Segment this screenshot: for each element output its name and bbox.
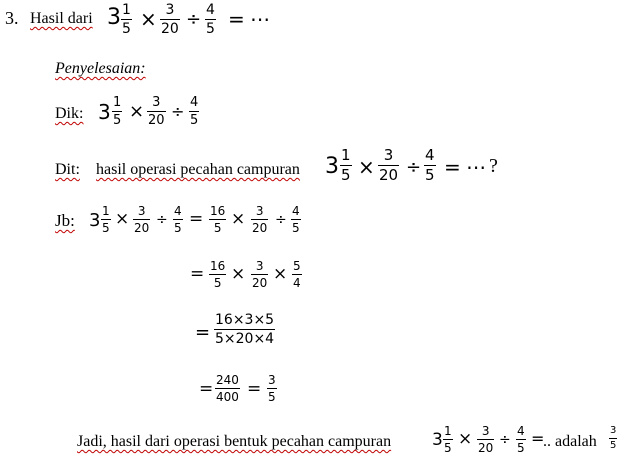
conclusion-text: Jadi, hasil dari operasi bentuk pecahan campuran <box>77 433 392 450</box>
conclusion-frac-1: 1 5 <box>444 424 452 455</box>
dik-div: ÷ <box>171 102 185 121</box>
dit-ellipsis: ⋯ <box>466 155 486 179</box>
jb-l1-frac-c: 4 5 <box>174 204 182 235</box>
problem-whole: 3 <box>107 5 121 30</box>
problem-label: Hasil dari <box>30 10 93 27</box>
jb-l3-eq: = <box>195 322 211 343</box>
dik-label: Dik: <box>55 105 84 122</box>
dit-whole: 3 <box>325 154 339 179</box>
problem-frac-1: 1 5 <box>122 2 131 37</box>
jb-l3-frac: 16×3×5 5×20×4 <box>215 312 275 347</box>
dit-question: ? <box>489 155 498 177</box>
jb-l4-frac-a: 240 400 <box>216 373 239 404</box>
dik-times: × <box>129 101 145 122</box>
conclusion-answer-frac: 3 5 <box>610 425 617 451</box>
conclusion-frac-3: 4 5 <box>517 424 525 455</box>
jb-label: Jb: <box>55 211 75 230</box>
dik-frac-2: 3 20 <box>148 95 165 128</box>
jb-l4-eq: = <box>199 379 214 399</box>
jb-l4-eq-2: = <box>247 379 262 399</box>
solution-heading: Penyelesaian: <box>55 60 146 77</box>
jb-l1-frac-r2: 3 20 <box>252 204 268 235</box>
jb-l1-frac-r1: 16 5 <box>210 204 226 235</box>
dit-frac-1: 1 5 <box>341 146 351 184</box>
jb-l4-frac-b: 3 5 <box>268 373 276 404</box>
jb-l2-eq: = <box>190 264 205 284</box>
jb-l2-frac-c: 5 4 <box>293 259 301 290</box>
dit-text: hasil operasi pecahan campuran <box>96 161 300 178</box>
conclusion-tail: .. adalah <box>543 433 597 450</box>
dik-whole: 3 <box>98 100 111 124</box>
conclusion-div: ÷ <box>499 432 511 448</box>
dit-frac-2: 3 20 <box>379 146 399 184</box>
problem-number: 3. <box>5 8 19 28</box>
dik-frac-3: 4 5 <box>190 95 199 128</box>
dik-frac-1: 1 5 <box>113 95 122 128</box>
problem-frac-3: 4 5 <box>206 2 215 37</box>
problem-times: × <box>140 7 157 31</box>
jb-l2-times: × <box>231 264 246 284</box>
problem-ellipsis: ⋯ <box>250 7 270 31</box>
jb-l2-frac-b: 3 20 <box>252 259 268 290</box>
jb-l1-eq: = <box>189 209 204 229</box>
jb-l2-frac-a: 16 5 <box>210 259 226 290</box>
dit-times: × <box>358 155 375 179</box>
problem-frac-2: 3 20 <box>161 2 179 37</box>
conclusion-frac-2: 3 20 <box>478 424 494 455</box>
jb-l1-div-2: ÷ <box>275 212 287 228</box>
dit-label: Dit: <box>55 161 80 178</box>
dit-eq: = <box>444 155 461 179</box>
problem-eq: = <box>228 7 245 31</box>
jb-l1-frac-r3: 4 5 <box>292 204 300 235</box>
dit-frac-3: 4 5 <box>425 146 435 184</box>
dit-div: ÷ <box>406 157 422 178</box>
jb-l2-times-2: × <box>273 264 288 284</box>
jb-l1-whole: 3 <box>89 210 101 231</box>
conclusion-times: × <box>458 429 473 449</box>
problem-div: ÷ <box>186 9 202 30</box>
jb-l1-times: × <box>115 209 130 229</box>
jb-l1-frac-b: 3 20 <box>134 204 150 235</box>
jb-l1-div: ÷ <box>156 212 168 228</box>
conclusion-whole: 3 <box>432 430 443 450</box>
jb-l1-frac-a: 1 5 <box>102 204 110 235</box>
conclusion-eq: = <box>531 429 545 448</box>
jb-l1-times-2: × <box>231 209 246 229</box>
